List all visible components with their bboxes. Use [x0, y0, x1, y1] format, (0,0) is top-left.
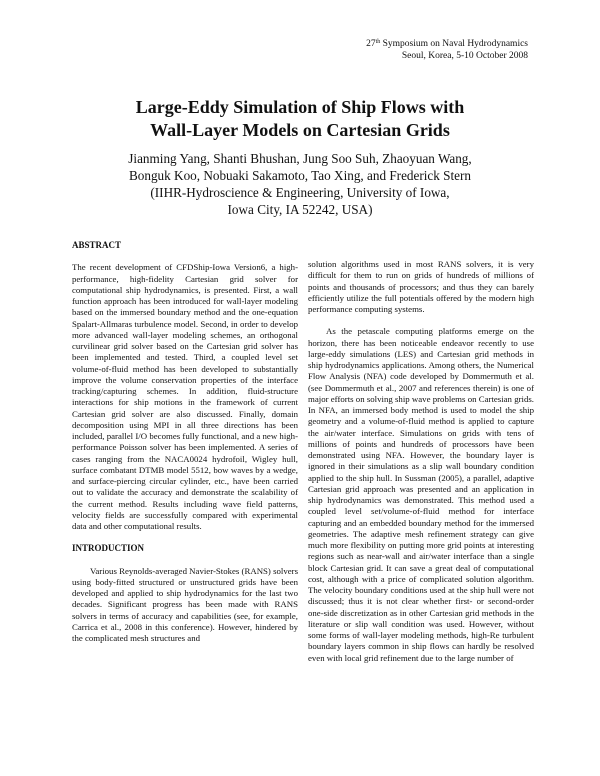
- conference-title: Symposium on Naval Hydrodynamics: [380, 39, 528, 49]
- paper-title: [0, 96, 600, 142]
- affiliation-line-1: (IIHR-Hydroscience & Engineering, University of Iowa,: [150, 185, 450, 200]
- authors-line-2: Bonguk Koo, Nobuaki Sakamoto, Tao Xing, and Frederick Stern: [128, 168, 472, 183]
- introduction-paragraph-1: Various Reynolds-averaged Navier-Stokes (RANS) solvers using body-fitted structured or unstructured grids have been developed and applied to ship hydrodynamics for the last two decades. Significant progress has been made with RANS solvers in terms of accuracy and capabilities (see, for example, Carrica et al., 2008 in this conference). However, hindered by the complicated mesh structures and: [72, 565, 298, 643]
- right-column: [308, 259, 534, 675]
- introduction-heading: INTRODUCTION: [72, 543, 145, 554]
- conference-ordinal: 27: [366, 39, 376, 49]
- authors-line-1: Jianming Yang, Shanti Bhushan, Jung Soo Suh, Zhaoyuan Wang,: [128, 151, 472, 166]
- conference-name: [366, 36, 528, 50]
- left-column: [72, 240, 298, 655]
- author-block: [0, 150, 600, 218]
- conference-header: [366, 36, 528, 62]
- abstract-heading: ABSTRACT: [72, 240, 122, 250]
- title-line-1: Large-Eddy Simulation of Ship Flows with: [135, 97, 465, 117]
- conference-location-date: Seoul, Korea, 5-10 October 2008: [401, 51, 528, 61]
- abstract-text: The recent development of CFDShip-Iowa Version6, a high-performance, high-fidelity Cartesian grid solver for computational ship hydrodynamics, is presented. First, a wall function approach has been introduced for wall-layer modeling based on the immersed boundary method and the one-equation Spalart-Allmaras turbulence model. Second, in order to develop more advanced wall-layer modeling schemes, an orthogonal curvilinear grid solver based on the Cartesian grid solver has been implemented and tested. Third, a coupled level set volume-of-fluid method has been developed to substantially improve the volume conservation properties of the interface tracking/capturing schemes. In addition, fluid-structure interactions for ship motions in the framework of current Cartesian grid solver are also discussed. Finally, domain decomposition using MPI in all three directions has been included, parallel I/O becomes fully functional, and a new high-performance Poisson solver has been implemented. A series of cases ranging from the NACA0024 hydrofoil, Wigley hull, surface combatant DTMB model 5512, bow waves by a wedge, and surface-piercing circular cylinder, etc., have been carried out to validate the accuracy and demonstrate the scalability of the current method. Results including wave field patterns, velocity fields are successfully compared with experimental data and other computational results.: [72, 262, 298, 531]
- affiliation-line-2: Iowa City, IA 52242, USA): [227, 202, 373, 217]
- introduction-paragraph-2: As the petascale computing platforms emerge on the horizon, there has been noticeable endeavor recently to use large-eddy simulations (LES) and Cartesian grid methods in ship hydrodynamics applications. Among others, the Numerical Flow Analysis (NFA) code developed by Dommermuth et al. (see Dommermuth et al., 2007 and references therein) is one of major efforts on solving ship wave problems on Cartesian grids. In NFA, an immersed body method is used to model the ship geometry and a volume-of-fluid method is applied to capture the air/water interface. Simulations on grids with tens of millions of points and hundreds of processors have been demonstrated using NFA. However, the boundary layer is ignored in their simulations as a slip wall boundary condition applied to the ship hull. In Sussman (2005), a parallel, adaptive Cartesian grid approach was presented and an application in ship hydrodynamics was demonstrated. This method used a coupled level set/volume-of-fluid method for interface capturing and an embedded boundary method for the immersed geometries. The adaptive mesh refinement strategy can give much more flexibility on putting more grid points at interesting regions such as near-wall and air/water interface than a single block Cartesian grid. It can save a great deal of computational cost, although with a price of complicated solution algorithm. The velocity boundary conditions used at the ship hull were not discussed; thus it is not clear whether first- or second-order one-side discretization as in other Cartesian grid methods in the literature or slip wall condition was used. However, without some forms of wall-layer modeling methods, high-Re turbulent boundary layers common in ship flows can hardly be resolved even with local grid refinement due to the large number of: [308, 326, 534, 663]
- title-line-2: Wall-Layer Models on Cartesian Grids: [150, 120, 450, 140]
- introduction-paragraph-1-continued: solution algorithms used in most RANS solvers, it is very difficult for them to run on grids of hundreds of millions of points and thousands of processors; and thus they can barely efficiently utilize the full potentials offered by the modern high performance computing systems.: [308, 259, 534, 314]
- conference-ordinal-suffix: th: [375, 39, 381, 45]
